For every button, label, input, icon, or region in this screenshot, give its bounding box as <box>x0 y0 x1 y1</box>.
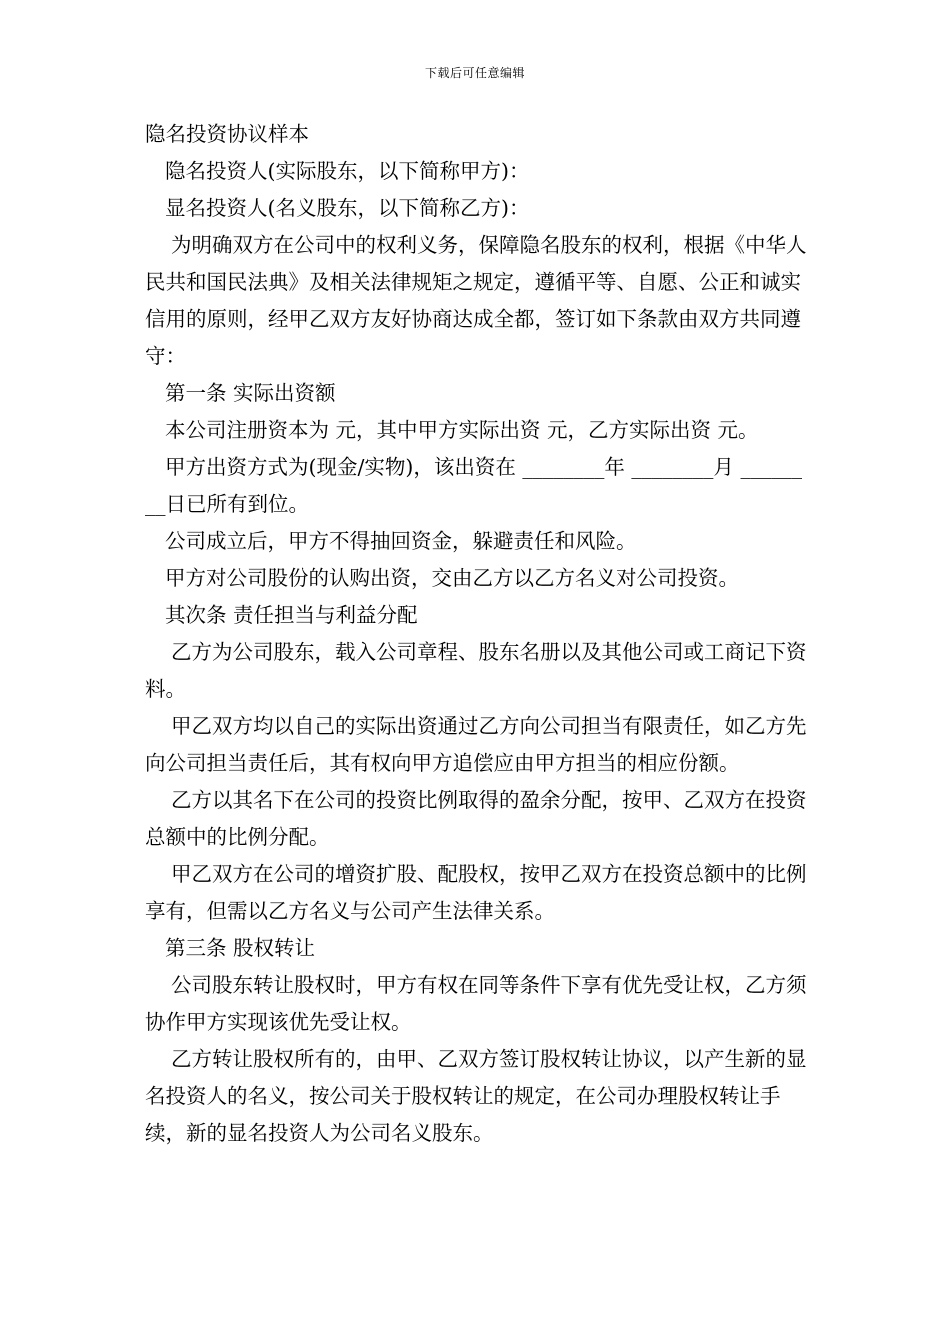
clause-paragraph: 本公司注册资本为 元，其中甲方实际出资 元，乙方实际出资 元。 <box>165 418 759 442</box>
clause-paragraph: 甲方对公司股份的认购出资，交由乙方以乙方名义对公司投资。 <box>165 566 739 590</box>
article-heading: 其次条 责任担当与利益分配 <box>165 603 418 627</box>
article-heading: 第三条 股权转让 <box>165 936 316 960</box>
clause-paragraph: 公司成立后，甲方不得抽回资金，躲避责任和风险。 <box>165 529 637 553</box>
clause-paragraph: 甲乙双方均以自己的实际出资通过乙方向公司担当有限责任，如乙方先向公司担当责任后，其有权向甲方追偿应由甲方担当的相应份额。 <box>145 714 807 775</box>
article-heading: 第一条 实际出资额 <box>165 381 336 405</box>
document-body <box>145 116 810 1152</box>
page-header-note: 下载后可任意编辑 <box>424 66 525 80</box>
clause-paragraph: 甲方出资方式为(现金/实物)，该出资在 ________年 ________月 ________日已所有到位。 <box>145 455 802 516</box>
clause-paragraph: 乙方为公司股东，载入公司章程、股东名册以及其他公司或工商记下资料。 <box>145 640 807 701</box>
clause-paragraph: 公司股东转让股权时，甲方有权在同等条件下享有优先受让权，乙方须协作甲方实现该优先受让权。 <box>145 973 807 1034</box>
clause-paragraph: 乙方转让股权所有的，由甲、乙双方签订股权转让协议，以产生新的显名投资人的名义，按公司关于股权转让的规定，在公司办理股权转让手续，新的显名投资人为公司名义股东。 <box>145 1047 807 1145</box>
party-b-line: 显名投资人(名义股东，以下简称乙方)： <box>165 196 530 220</box>
preamble-paragraph: 为明确双方在公司中的权利义务，保障隐名股东的权利，根据《中华人民共和国民法典》及相关法律规矩之规定，遵循平等、自愿、公正和诚实信用的原则，经甲乙双方友好协商达成全都，签订如下条款由双方共同遵守： <box>145 233 807 368</box>
clause-paragraph: 乙方以其名下在公司的投资比例取得的盈余分配，按甲、乙双方在投资总额中的比例分配。 <box>145 788 807 849</box>
document-title: 隐名投资协议样本 <box>145 122 309 146</box>
party-a-line: 隐名投资人(实际股东，以下简称甲方)： <box>165 159 530 183</box>
clause-paragraph: 甲乙双方在公司的增资扩股、配股权，按甲乙双方在投资总额中的比例享有，但需以乙方名义与公司产生法律关系。 <box>145 862 807 923</box>
